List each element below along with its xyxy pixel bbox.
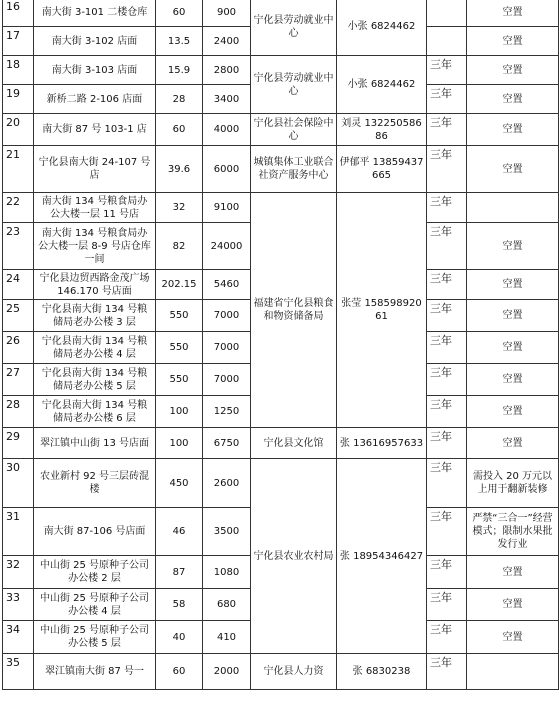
- address-cell: 南大街 3-101 二楼仓库: [34, 0, 156, 27]
- status-cell: 空置: [467, 396, 559, 428]
- rent-cell: 3500: [203, 508, 251, 556]
- address-cell: 宁化县南大街 134 号粮储局老办公楼 5 层: [34, 364, 156, 396]
- term-cell: 三年: [427, 223, 467, 270]
- status-cell: 空置: [467, 56, 559, 85]
- row-number: 32: [3, 556, 34, 589]
- term-cell: 三年: [427, 146, 467, 193]
- row-number: 29: [3, 428, 34, 459]
- area-cell: 46: [156, 508, 203, 556]
- area-cell: 60: [156, 114, 203, 146]
- status-cell: 空置: [467, 428, 559, 459]
- address-cell: 翠江镇中山街 13 号店面: [34, 428, 156, 459]
- status-cell: 空置: [467, 114, 559, 146]
- table-row: [3, 654, 559, 690]
- address-cell: 南大街 3-103 店面: [34, 56, 156, 85]
- unit-cell: 宁化县劳动就业中心: [251, 56, 337, 114]
- row-number: 20: [3, 114, 34, 146]
- table-row: [3, 459, 559, 508]
- area-cell: 32: [156, 193, 203, 223]
- rent-cell: 900: [203, 0, 251, 27]
- unit-cell: 宁化县劳动就业中心: [251, 0, 337, 56]
- term-cell: [427, 27, 467, 56]
- property-table: [2, 0, 559, 690]
- term-cell: 三年: [427, 428, 467, 459]
- area-cell: 202.15: [156, 270, 203, 300]
- rent-cell: 3400: [203, 85, 251, 114]
- rent-cell: 7000: [203, 364, 251, 396]
- unit-cell: 福建省宁化县粮食和物资储备局: [251, 193, 337, 428]
- rent-cell: 6750: [203, 428, 251, 459]
- table-row: [3, 114, 559, 146]
- term-cell: 三年: [427, 621, 467, 654]
- area-cell: 550: [156, 332, 203, 364]
- unit-cell: 宁化县社会保险中心: [251, 114, 337, 146]
- term-cell: [427, 0, 467, 27]
- address-cell: 农业新村 92 号三层砖混楼: [34, 459, 156, 508]
- address-cell: 中山街 25 号原种子公司办公楼 4 层: [34, 589, 156, 621]
- table-row: [3, 56, 559, 85]
- term-cell: 三年: [427, 193, 467, 223]
- status-cell: 空置: [467, 364, 559, 396]
- rent-cell: 410: [203, 621, 251, 654]
- row-number: 22: [3, 193, 34, 223]
- table-row: [3, 428, 559, 459]
- status-cell: [467, 193, 559, 223]
- address-cell: 南大街 134 号粮食局办公大楼一层 8-9 号店仓库一间: [34, 223, 156, 270]
- term-cell: 三年: [427, 85, 467, 114]
- rent-cell: 680: [203, 589, 251, 621]
- contact-cell: 张 13616957633: [337, 428, 427, 459]
- status-cell: 空置: [467, 146, 559, 193]
- status-cell: 严禁“三合一”经营模式；限制水果批发行业: [467, 508, 559, 556]
- contact-cell: 刘灵 13225058686: [337, 114, 427, 146]
- rent-cell: 6000: [203, 146, 251, 193]
- area-cell: 550: [156, 364, 203, 396]
- row-number: 28: [3, 396, 34, 428]
- unit-cell: 城镇集体工业联合社资产服务中心: [251, 146, 337, 193]
- address-cell: 宁化县边贸西路金茂广场 146.170 号店面: [34, 270, 156, 300]
- rent-cell: 2000: [203, 654, 251, 690]
- status-cell: 空置: [467, 332, 559, 364]
- address-cell: 宁化县南大街 134 号粮储局老办公楼 4 层: [34, 332, 156, 364]
- table-row: [3, 0, 559, 27]
- row-number: 31: [3, 508, 34, 556]
- rent-cell: 7000: [203, 300, 251, 332]
- term-cell: 三年: [427, 300, 467, 332]
- term-cell: 三年: [427, 332, 467, 364]
- row-number: 16: [3, 0, 34, 27]
- term-cell: 三年: [427, 556, 467, 589]
- row-number: 18: [3, 56, 34, 85]
- rent-cell: 7000: [203, 332, 251, 364]
- address-cell: 翠江镇南大街 87 号一: [34, 654, 156, 690]
- unit-cell: 宁化县人力资: [251, 654, 337, 690]
- area-cell: 87: [156, 556, 203, 589]
- status-cell: 空置: [467, 556, 559, 589]
- address-cell: 中山街 25 号原种子公司办公楼 2 层: [34, 556, 156, 589]
- status-cell: 空置: [467, 300, 559, 332]
- row-number: 23: [3, 223, 34, 270]
- row-number: 26: [3, 332, 34, 364]
- row-number: 17: [3, 27, 34, 56]
- status-cell: 空置: [467, 270, 559, 300]
- area-cell: 82: [156, 223, 203, 270]
- area-cell: 100: [156, 428, 203, 459]
- area-cell: 58: [156, 589, 203, 621]
- status-cell: 空置: [467, 223, 559, 270]
- area-cell: 100: [156, 396, 203, 428]
- table-row: [3, 193, 559, 223]
- area-cell: 39.6: [156, 146, 203, 193]
- status-cell: 空置: [467, 85, 559, 114]
- term-cell: 三年: [427, 654, 467, 690]
- status-cell: 空置: [467, 621, 559, 654]
- area-cell: 60: [156, 654, 203, 690]
- term-cell: 三年: [427, 364, 467, 396]
- row-number: 19: [3, 85, 34, 114]
- address-cell: 新桥二路 2-106 店面: [34, 85, 156, 114]
- row-number: 25: [3, 300, 34, 332]
- table-row: [3, 146, 559, 193]
- address-cell: 中山街 25 号原种子公司办公楼 5 层: [34, 621, 156, 654]
- area-cell: 13.5: [156, 27, 203, 56]
- rent-cell: 2600: [203, 459, 251, 508]
- address-cell: 南大街 134 号粮食局办公大楼一层 11 号店: [34, 193, 156, 223]
- rent-cell: 4000: [203, 114, 251, 146]
- row-number: 24: [3, 270, 34, 300]
- unit-cell: 宁化县文化馆: [251, 428, 337, 459]
- address-cell: 宁化县南大街 134 号粮储局老办公楼 3 层: [34, 300, 156, 332]
- contact-cell: 小张 6824462: [337, 56, 427, 114]
- status-cell: [467, 654, 559, 690]
- area-cell: 15.9: [156, 56, 203, 85]
- status-cell: 空置: [467, 0, 559, 27]
- row-number: 34: [3, 621, 34, 654]
- rent-cell: 24000: [203, 223, 251, 270]
- area-cell: 40: [156, 621, 203, 654]
- area-cell: 550: [156, 300, 203, 332]
- status-cell: 空置: [467, 27, 559, 56]
- address-cell: 南大街 87 号 103-1 店: [34, 114, 156, 146]
- row-number: 30: [3, 459, 34, 508]
- address-cell: 宁化县南大街 134 号粮储局老办公楼 6 层: [34, 396, 156, 428]
- term-cell: 三年: [427, 396, 467, 428]
- rent-cell: 1080: [203, 556, 251, 589]
- area-cell: 450: [156, 459, 203, 508]
- row-number: 27: [3, 364, 34, 396]
- address-cell: 宁化县南大街 24-107 号店: [34, 146, 156, 193]
- unit-cell: 宁化县农业农村局: [251, 459, 337, 654]
- contact-cell: 伊郁平 13859437665: [337, 146, 427, 193]
- rent-cell: 2400: [203, 27, 251, 56]
- area-cell: 28: [156, 85, 203, 114]
- contact-cell: 张莹 15859892061: [337, 193, 427, 428]
- term-cell: 三年: [427, 589, 467, 621]
- rent-cell: 9100: [203, 193, 251, 223]
- term-cell: 三年: [427, 508, 467, 556]
- status-cell: 空置: [467, 589, 559, 621]
- term-cell: 三年: [427, 56, 467, 85]
- contact-cell: 张 6830238: [337, 654, 427, 690]
- row-number: 35: [3, 654, 34, 690]
- term-cell: 三年: [427, 114, 467, 146]
- term-cell: 三年: [427, 459, 467, 508]
- address-cell: 南大街 3-102 店面: [34, 27, 156, 56]
- rent-cell: 2800: [203, 56, 251, 85]
- term-cell: 三年: [427, 270, 467, 300]
- row-number: 33: [3, 589, 34, 621]
- contact-cell: 小张 6824462: [337, 0, 427, 56]
- status-cell: 需投入 20 万元以上用于翻新装修: [467, 459, 559, 508]
- row-number: 21: [3, 146, 34, 193]
- contact-cell: 张 18954346427: [337, 459, 427, 654]
- rent-cell: 5460: [203, 270, 251, 300]
- area-cell: 60: [156, 0, 203, 27]
- address-cell: 南大街 87-106 号店面: [34, 508, 156, 556]
- rent-cell: 1250: [203, 396, 251, 428]
